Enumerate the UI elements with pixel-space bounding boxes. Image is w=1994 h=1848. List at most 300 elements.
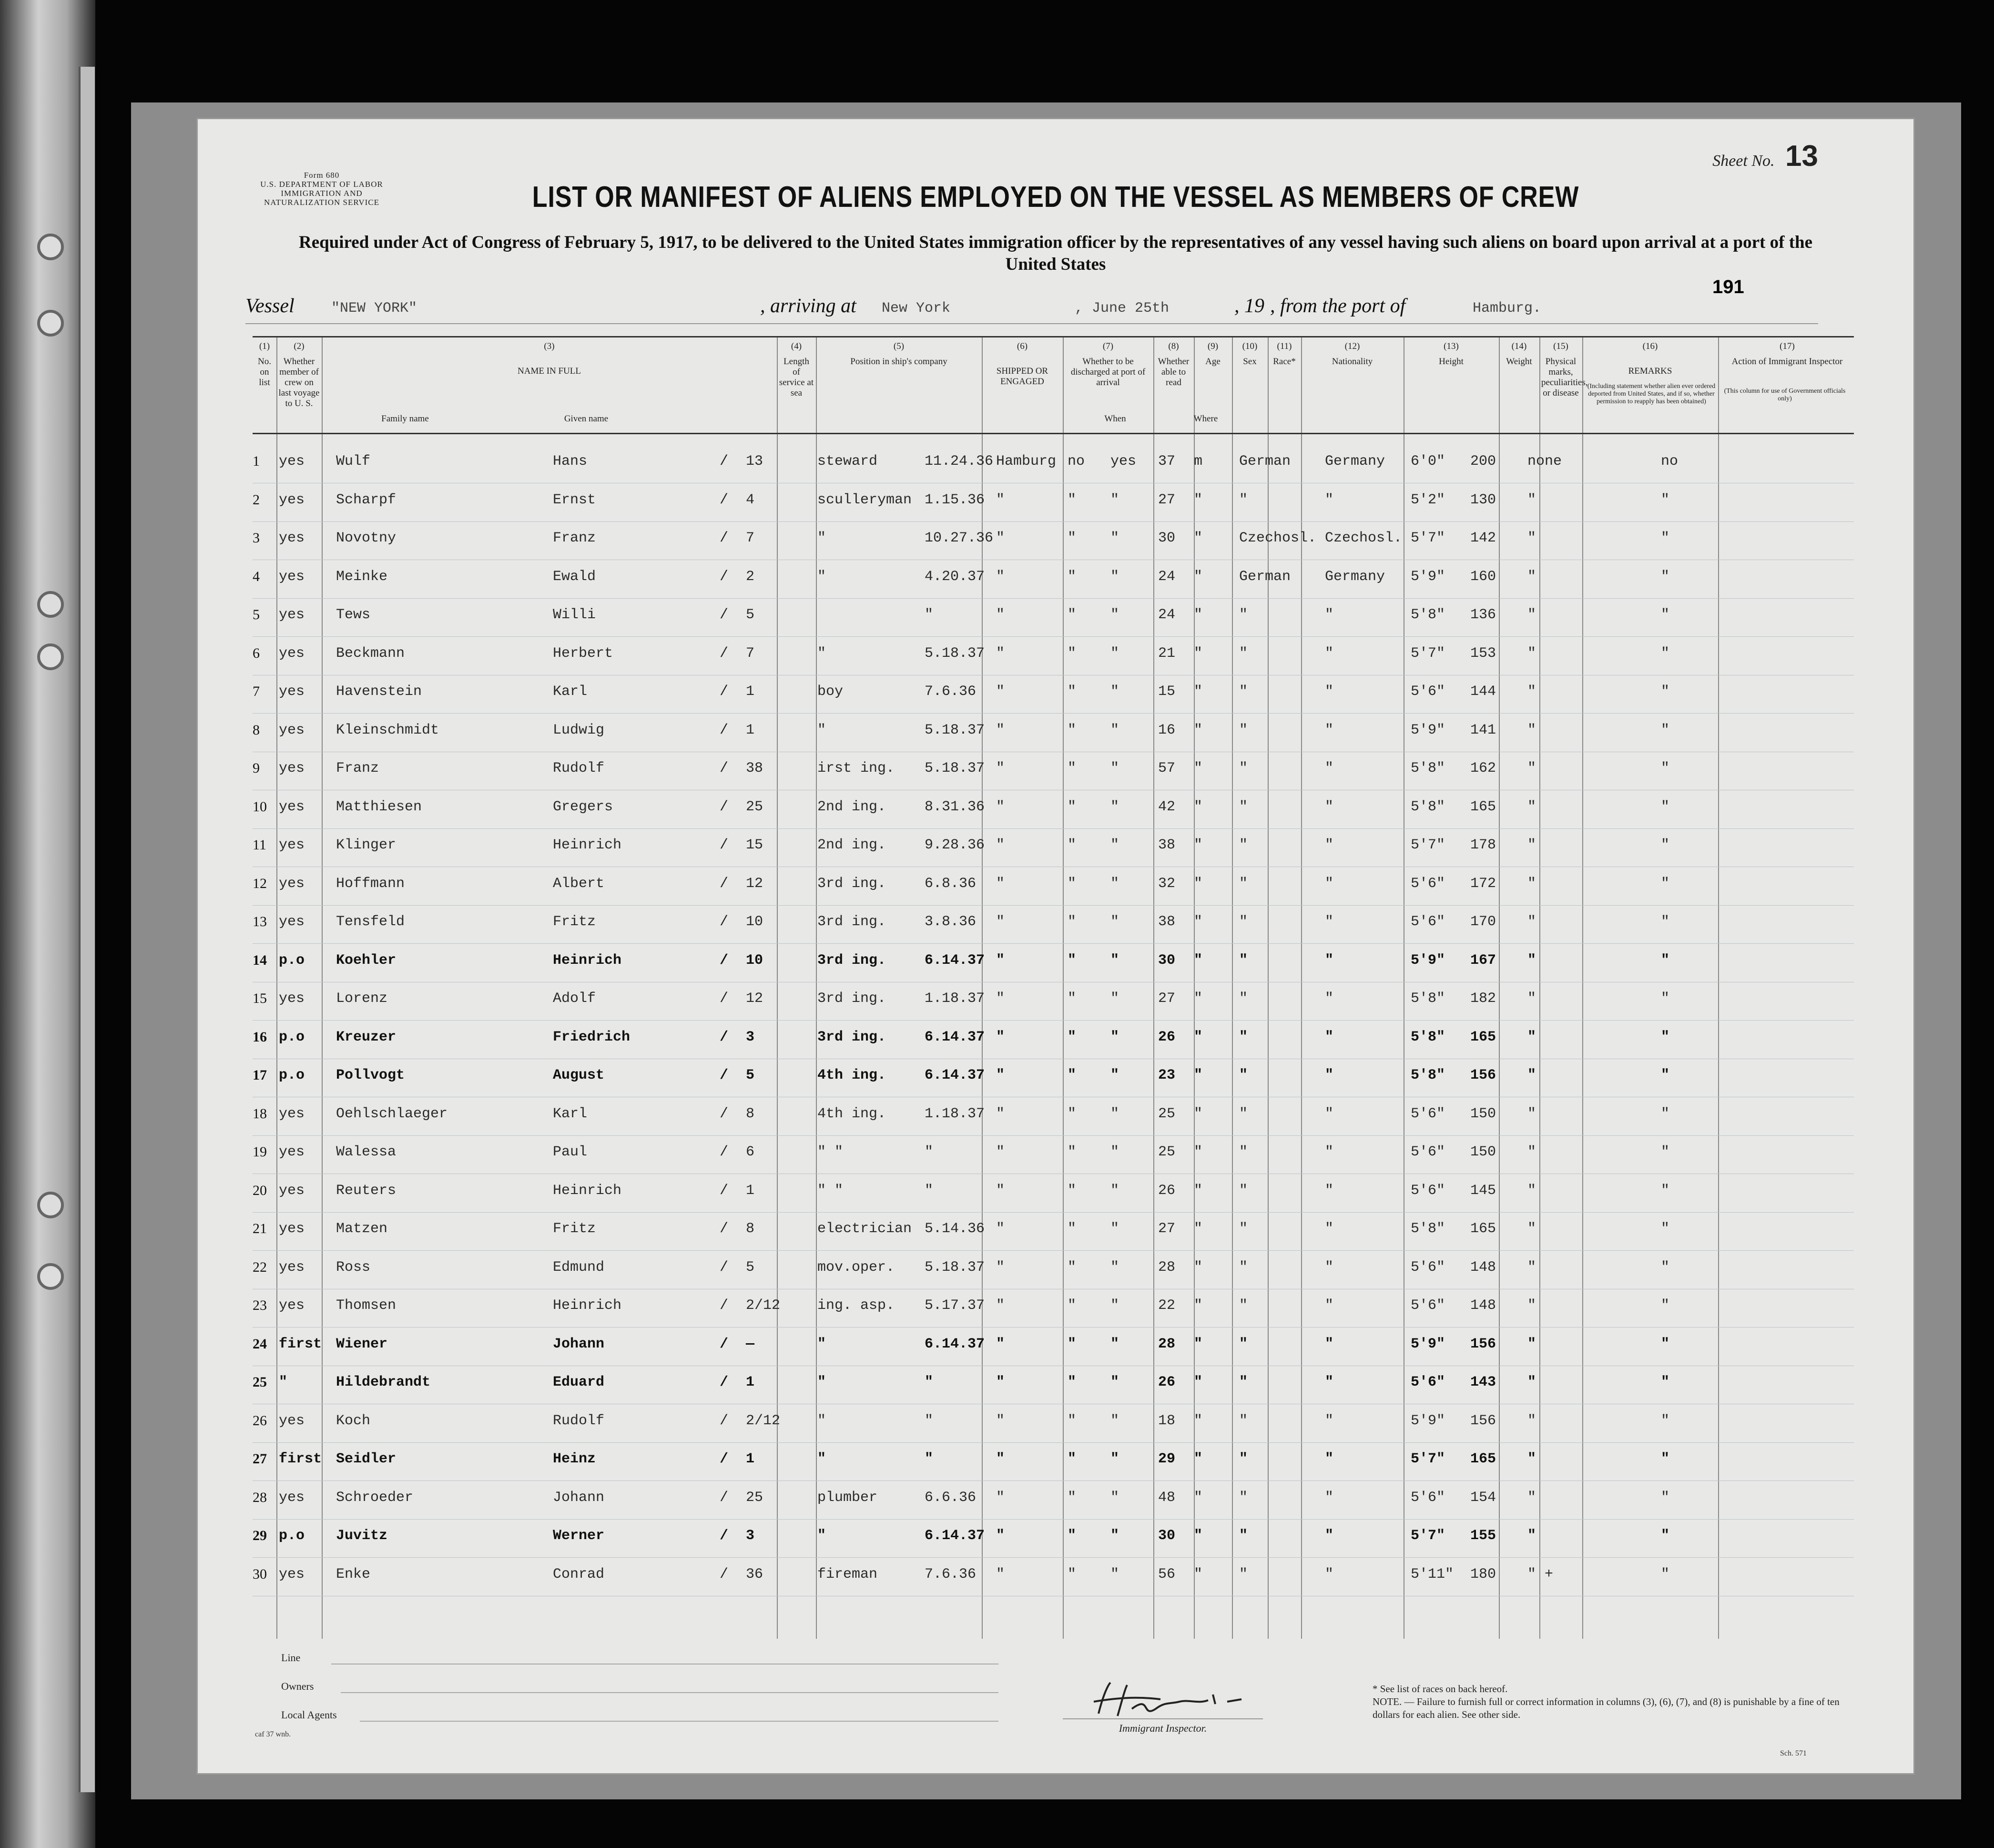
discharged: " bbox=[1068, 952, 1077, 969]
column-header: Height bbox=[1439, 357, 1464, 367]
shipped-where: Hamburg bbox=[996, 453, 1057, 470]
discharged: no bbox=[1068, 453, 1085, 470]
remarks: " bbox=[1661, 798, 1670, 815]
check-mark: / bbox=[720, 760, 729, 776]
service-length: 1 bbox=[746, 1374, 755, 1390]
height: 5'2" bbox=[1411, 491, 1445, 508]
shipped-where: " bbox=[996, 798, 1005, 815]
service-length: 1 bbox=[746, 1182, 755, 1199]
row-number: 9 bbox=[253, 760, 260, 776]
physical-marks: " bbox=[1527, 798, 1536, 815]
weight: 165 bbox=[1470, 1451, 1496, 1467]
check-mark: / bbox=[720, 1451, 729, 1467]
column-number: (14) bbox=[1511, 341, 1527, 351]
age: 27 bbox=[1158, 990, 1176, 1007]
family-name: Havenstein bbox=[336, 684, 422, 700]
given-name: Heinz bbox=[553, 1451, 596, 1467]
service-length: 4 bbox=[746, 491, 755, 508]
race: German bbox=[1239, 568, 1291, 585]
position: ing. asp. bbox=[817, 1297, 895, 1314]
check-mark: / bbox=[720, 1528, 729, 1544]
family-name: Juvitz bbox=[336, 1528, 388, 1544]
sex: " bbox=[1194, 1374, 1203, 1390]
family-name: Meinke bbox=[336, 568, 388, 585]
physical-marks: " bbox=[1527, 1528, 1536, 1544]
table-row bbox=[253, 867, 1854, 906]
service-length: 1 bbox=[746, 1451, 755, 1467]
year-label: , 19 bbox=[1234, 295, 1264, 317]
able-to-read: " bbox=[1110, 530, 1119, 546]
table-row bbox=[253, 1558, 1854, 1596]
able-to-read: " bbox=[1110, 990, 1119, 1007]
column-number: (7) bbox=[1102, 341, 1114, 351]
nationality: " bbox=[1325, 798, 1334, 815]
row-number: 5 bbox=[253, 607, 260, 623]
age: 26 bbox=[1158, 1374, 1176, 1390]
height: 5'9" bbox=[1411, 1336, 1445, 1352]
column-number: (2) bbox=[294, 341, 305, 351]
shipped-where: " bbox=[996, 1489, 1005, 1506]
discharged: " bbox=[1068, 1105, 1077, 1122]
shipped-where: " bbox=[996, 1412, 1005, 1429]
discharged: " bbox=[1068, 990, 1077, 1007]
family-name: Tensfeld bbox=[336, 914, 405, 930]
shipped-where: " bbox=[996, 1105, 1005, 1122]
nationality: " bbox=[1325, 1489, 1334, 1506]
given-name-header: Given name bbox=[564, 414, 609, 424]
race: German bbox=[1239, 453, 1291, 470]
given-name: Karl bbox=[553, 1105, 588, 1122]
service-length: 25 bbox=[746, 798, 763, 815]
last-voyage: yes bbox=[279, 798, 305, 815]
position: sculleryman bbox=[817, 491, 912, 508]
discharged: " bbox=[1068, 1566, 1077, 1583]
height: 5'6" bbox=[1411, 875, 1445, 892]
last-voyage: yes bbox=[279, 1297, 305, 1314]
given-name: Edmund bbox=[553, 1259, 605, 1276]
last-voyage: first bbox=[279, 1451, 322, 1467]
nationality: " bbox=[1325, 914, 1334, 930]
position: " " bbox=[817, 1144, 844, 1160]
height: 5'7" bbox=[1411, 530, 1445, 546]
sex: " bbox=[1194, 1144, 1203, 1160]
family-name: Thomsen bbox=[336, 1297, 397, 1314]
from-port: Hamburg. bbox=[1473, 300, 1542, 317]
age: 24 bbox=[1158, 568, 1176, 585]
races-note: * See list of races on back hereof. bbox=[1373, 1683, 1508, 1695]
shipped-when: 1.15.36 bbox=[925, 491, 985, 508]
column-number: (6) bbox=[1017, 341, 1028, 351]
table-row bbox=[253, 828, 1854, 867]
crew-table bbox=[253, 336, 1854, 1639]
check-mark: / bbox=[720, 722, 729, 738]
row-number: 7 bbox=[253, 684, 260, 699]
height: 5'6" bbox=[1411, 1489, 1445, 1506]
last-voyage: yes bbox=[279, 1144, 305, 1160]
discharged: " bbox=[1068, 760, 1077, 776]
weight: 156 bbox=[1470, 1412, 1496, 1429]
penalty-note: NOTE. — Failure to furnish full or correct information in columns (3), (6), (7), and (8) is punishable by a fine of ten dollars for each alien. See other side. bbox=[1373, 1696, 1840, 1720]
physical-marks: " bbox=[1527, 491, 1536, 508]
discharged: " bbox=[1068, 1144, 1077, 1160]
service-length: 3 bbox=[746, 1029, 755, 1045]
remarks: no bbox=[1661, 453, 1679, 470]
shipped-where: " bbox=[996, 1336, 1005, 1352]
check-mark: / bbox=[720, 530, 729, 546]
service-length: 2/12 bbox=[746, 1297, 781, 1314]
nationality: " bbox=[1325, 1412, 1334, 1429]
binder-hole bbox=[37, 591, 64, 618]
weight: 153 bbox=[1470, 645, 1496, 662]
height: 5'6" bbox=[1411, 684, 1445, 700]
race: " bbox=[1239, 1221, 1248, 1237]
discharged: " bbox=[1068, 684, 1077, 700]
family-name: Ross bbox=[336, 1259, 371, 1276]
vessel-name: "NEW YORK" bbox=[331, 300, 417, 317]
family-name: Novotny bbox=[336, 530, 397, 546]
height: 5'9" bbox=[1411, 952, 1445, 969]
header-divider bbox=[253, 433, 1854, 434]
family-name: Klinger bbox=[336, 837, 397, 853]
remarks: " bbox=[1661, 530, 1670, 546]
shipped-when: 1.18.37 bbox=[925, 1105, 985, 1122]
column-header: NAME IN FULL bbox=[518, 366, 581, 376]
height: 5'8" bbox=[1411, 1029, 1445, 1045]
row-number: 8 bbox=[253, 722, 260, 738]
family-name: Scharpf bbox=[336, 491, 397, 508]
table-row bbox=[253, 637, 1854, 675]
nationality: " bbox=[1325, 645, 1334, 662]
column-header: Action of Immigrant Inspector bbox=[1731, 357, 1843, 367]
nationality: " bbox=[1325, 1566, 1334, 1583]
sex: " bbox=[1194, 837, 1203, 853]
column-number: (5) bbox=[893, 341, 905, 351]
service-length: 3 bbox=[746, 1528, 755, 1544]
nationality: " bbox=[1325, 1336, 1334, 1352]
table-row bbox=[253, 1251, 1854, 1289]
physical-marks: " bbox=[1527, 837, 1536, 853]
family-name-header: Family name bbox=[381, 414, 429, 424]
given-name: Franz bbox=[553, 530, 596, 546]
position: 4th ing. bbox=[817, 1067, 886, 1083]
given-name: Werner bbox=[553, 1528, 605, 1544]
discharged: " bbox=[1068, 1489, 1077, 1506]
row-number: 20 bbox=[253, 1182, 267, 1198]
race: " bbox=[1239, 990, 1248, 1007]
shipped-when: 6.14.37 bbox=[925, 952, 985, 969]
able-to-read: " bbox=[1110, 607, 1119, 623]
sex: " bbox=[1194, 760, 1203, 776]
given-name: Paul bbox=[553, 1144, 588, 1160]
able-to-read: " bbox=[1110, 1374, 1119, 1390]
discharged: " bbox=[1068, 837, 1077, 853]
shipped-where: " bbox=[996, 568, 1005, 585]
weight: 170 bbox=[1470, 914, 1496, 930]
column-number: (16) bbox=[1642, 341, 1658, 351]
column-header: Nationality bbox=[1332, 357, 1373, 367]
race: " bbox=[1239, 760, 1248, 776]
service-length: 38 bbox=[746, 760, 763, 776]
service-length: 15 bbox=[746, 837, 763, 853]
check-mark: / bbox=[720, 607, 729, 623]
sex: " bbox=[1194, 722, 1203, 738]
able-to-read: " bbox=[1110, 1029, 1119, 1045]
weight: 155 bbox=[1470, 1528, 1496, 1544]
line-label: Line bbox=[281, 1652, 301, 1664]
agents-rule bbox=[360, 1721, 998, 1722]
table-row bbox=[253, 1442, 1854, 1481]
race: " bbox=[1239, 875, 1248, 892]
remarks: " bbox=[1661, 568, 1670, 585]
family-name: Enke bbox=[336, 1566, 371, 1583]
able-to-read: " bbox=[1110, 798, 1119, 815]
able-to-read: " bbox=[1110, 952, 1119, 969]
remarks: " bbox=[1661, 1182, 1670, 1199]
discharged: " bbox=[1068, 1528, 1077, 1544]
family-name: Beckmann bbox=[336, 645, 405, 662]
age: 30 bbox=[1158, 952, 1176, 969]
last-voyage: yes bbox=[279, 1412, 305, 1429]
physical-marks: " bbox=[1527, 1489, 1536, 1506]
family-name: Matzen bbox=[336, 1221, 388, 1237]
check-mark: / bbox=[720, 798, 729, 815]
binder-hole bbox=[37, 310, 64, 337]
age: 30 bbox=[1158, 530, 1176, 546]
shipped-where: " bbox=[996, 684, 1005, 700]
table-row bbox=[253, 982, 1854, 1021]
given-name: Gregers bbox=[553, 798, 613, 815]
position: " bbox=[817, 722, 826, 738]
shipped-where: " bbox=[996, 1182, 1005, 1199]
vessel-info bbox=[245, 295, 1818, 324]
table-row bbox=[253, 1059, 1854, 1097]
check-mark: / bbox=[720, 645, 729, 662]
physical-marks: " bbox=[1527, 914, 1536, 930]
height: 5'9" bbox=[1411, 722, 1445, 738]
sex: " bbox=[1194, 1336, 1203, 1352]
table-row bbox=[253, 1135, 1854, 1174]
service-length: 10 bbox=[746, 914, 763, 930]
last-voyage: p.o bbox=[279, 1029, 305, 1045]
discharged: " bbox=[1068, 1336, 1077, 1352]
nationality: Germany bbox=[1325, 568, 1385, 585]
check-mark: / bbox=[720, 1566, 729, 1583]
given-name: Ewald bbox=[553, 568, 596, 585]
page-subtitle: Required under Act of Congress of February 5, 1917, to be delivered to the United States immigration officer by the representatives of any vessel having such aliens on board upon arrival at a port of the United States bbox=[298, 233, 1813, 274]
sex: " bbox=[1194, 914, 1203, 930]
discharged: " bbox=[1068, 914, 1077, 930]
check-mark: / bbox=[720, 952, 729, 969]
from-port-label: , from the port of bbox=[1270, 295, 1406, 317]
check-mark: / bbox=[720, 1182, 729, 1199]
physical-marks: " bbox=[1527, 1412, 1536, 1429]
shipped-when: 6.14.37 bbox=[925, 1336, 985, 1352]
table-row bbox=[253, 1021, 1854, 1059]
position: mov.oper. bbox=[817, 1259, 895, 1276]
race: " bbox=[1239, 607, 1248, 623]
column-number: (11) bbox=[1277, 341, 1292, 351]
column-header: Weight bbox=[1506, 357, 1532, 367]
last-voyage: yes bbox=[279, 645, 305, 662]
height: 5'6" bbox=[1411, 1297, 1445, 1314]
nationality: " bbox=[1325, 1221, 1334, 1237]
remarks: " bbox=[1661, 1566, 1670, 1583]
last-voyage: yes bbox=[279, 491, 305, 508]
physical-marks: " + bbox=[1527, 1566, 1554, 1583]
row-number: 16 bbox=[253, 1029, 267, 1045]
department-name: U.S. DEPARTMENT OF LABOR bbox=[260, 180, 383, 189]
able-to-read: " bbox=[1110, 568, 1119, 585]
given-name: Conrad bbox=[553, 1566, 605, 1583]
race: Czechosl. bbox=[1239, 530, 1317, 546]
remarks: " bbox=[1661, 1221, 1670, 1237]
given-name: Heinrich bbox=[553, 837, 622, 853]
table-row bbox=[253, 790, 1854, 829]
race: " bbox=[1239, 1182, 1248, 1199]
shipped-when: 5.18.37 bbox=[925, 1259, 985, 1276]
shipped-when: 10.27.36 bbox=[925, 530, 994, 546]
sex: " bbox=[1194, 607, 1203, 623]
shipped-where: " bbox=[996, 491, 1005, 508]
physical-marks: " bbox=[1527, 684, 1536, 700]
owners-rule bbox=[341, 1692, 998, 1693]
row-number: 26 bbox=[253, 1412, 267, 1429]
given-name: Johann bbox=[553, 1489, 605, 1506]
weight: 150 bbox=[1470, 1144, 1496, 1160]
height: 5'8" bbox=[1411, 760, 1445, 776]
age: 29 bbox=[1158, 1451, 1176, 1467]
remarks: " bbox=[1661, 607, 1670, 623]
able-to-read: " bbox=[1110, 1221, 1119, 1237]
family-name: Hoffmann bbox=[336, 875, 405, 892]
form-number: Form 680 bbox=[304, 171, 340, 180]
weight: 200 bbox=[1470, 453, 1496, 470]
shipped-where: " bbox=[996, 914, 1005, 930]
position: 3rd ing. bbox=[817, 875, 886, 892]
nationality: " bbox=[1325, 1029, 1334, 1045]
weight: 156 bbox=[1470, 1067, 1496, 1083]
race: " bbox=[1239, 1336, 1248, 1352]
sheet-value: 13 bbox=[1785, 140, 1818, 173]
age: 38 bbox=[1158, 837, 1176, 853]
column-header: Whether to be discharged at port of arrival bbox=[1070, 357, 1146, 388]
shipped-when: 9.28.36 bbox=[925, 837, 985, 853]
weight: 160 bbox=[1470, 568, 1496, 585]
family-name: Wiener bbox=[336, 1336, 388, 1352]
weight: 172 bbox=[1470, 875, 1496, 892]
given-name: Adolf bbox=[553, 990, 596, 1007]
given-name: Fritz bbox=[553, 914, 596, 930]
discharged: " bbox=[1068, 875, 1077, 892]
sex: " bbox=[1194, 1489, 1203, 1506]
age: 56 bbox=[1158, 1566, 1176, 1583]
weight: 156 bbox=[1470, 1336, 1496, 1352]
last-voyage: yes bbox=[279, 1259, 305, 1276]
physical-marks: " bbox=[1527, 1029, 1536, 1045]
last-voyage: " bbox=[279, 1374, 288, 1390]
sex: " bbox=[1194, 1566, 1203, 1583]
weight: 136 bbox=[1470, 607, 1496, 623]
physical-marks: " bbox=[1527, 1182, 1536, 1199]
column-number: (15) bbox=[1553, 341, 1568, 351]
column-number: (9) bbox=[1207, 341, 1219, 351]
service-name: IMMIGRATION AND NATURALIZATION SERVICE bbox=[264, 189, 380, 207]
weight: 144 bbox=[1470, 684, 1496, 700]
given-name: Albert bbox=[553, 875, 605, 892]
check-mark: / bbox=[720, 1297, 729, 1314]
race: " bbox=[1239, 1489, 1248, 1506]
column-header: Age bbox=[1205, 357, 1221, 367]
sex: m bbox=[1194, 453, 1203, 470]
shipped-where: " bbox=[996, 760, 1005, 776]
check-mark: / bbox=[720, 1105, 729, 1122]
physical-marks: " bbox=[1527, 1067, 1536, 1083]
row-number: 18 bbox=[253, 1105, 267, 1122]
nationality: " bbox=[1325, 1374, 1334, 1390]
able-to-read: " bbox=[1110, 837, 1119, 853]
shipped-where: " bbox=[996, 952, 1005, 969]
check-mark: / bbox=[720, 1336, 729, 1352]
discharged: " bbox=[1068, 530, 1077, 546]
given-name: Willi bbox=[553, 607, 596, 623]
arrival-date: , June 25th bbox=[1075, 300, 1170, 317]
height: 5'7" bbox=[1411, 1528, 1445, 1544]
given-name: Heinrich bbox=[553, 1182, 622, 1199]
check-mark: / bbox=[720, 875, 729, 892]
local-agents-label: Local Agents bbox=[281, 1709, 337, 1721]
shipped-where: " bbox=[996, 530, 1005, 546]
table-row bbox=[253, 598, 1854, 637]
table-row bbox=[253, 1404, 1854, 1443]
weight: 130 bbox=[1470, 491, 1496, 508]
row-number: 11 bbox=[253, 837, 266, 853]
age: 25 bbox=[1158, 1144, 1176, 1160]
weight: 141 bbox=[1470, 722, 1496, 738]
position: " bbox=[817, 568, 826, 585]
shipped-when: 7.6.36 bbox=[925, 1566, 977, 1583]
height: 5'8" bbox=[1411, 1221, 1445, 1237]
service-length: 1 bbox=[746, 722, 755, 738]
sex: " bbox=[1194, 875, 1203, 892]
column-header: SHIPPED OR ENGAGED bbox=[996, 366, 1048, 387]
family-name: Schroeder bbox=[336, 1489, 414, 1506]
last-voyage: yes bbox=[279, 760, 305, 776]
service-length: 6 bbox=[746, 1144, 755, 1160]
family-name: Hildebrandt bbox=[336, 1374, 431, 1390]
discharged: " bbox=[1068, 1067, 1077, 1083]
remarks: " bbox=[1661, 914, 1670, 930]
row-number: 30 bbox=[253, 1566, 267, 1582]
weight: 165 bbox=[1470, 1221, 1496, 1237]
check-mark: / bbox=[720, 1374, 729, 1390]
inspector-signature bbox=[1084, 1675, 1265, 1723]
physical-marks: " bbox=[1527, 568, 1536, 585]
shipped-where: " bbox=[996, 1528, 1005, 1544]
column-number: (3) bbox=[544, 341, 555, 351]
family-name: Walessa bbox=[336, 1144, 397, 1160]
remarks: " bbox=[1661, 1259, 1670, 1276]
position: " bbox=[817, 1528, 826, 1544]
sex: " bbox=[1194, 1182, 1203, 1199]
service-length: 5 bbox=[746, 1067, 755, 1083]
nationality: " bbox=[1325, 607, 1334, 623]
column-header: No. on list bbox=[258, 357, 271, 388]
family-name: Oehlschlaeger bbox=[336, 1105, 448, 1122]
physical-marks: " bbox=[1527, 1374, 1536, 1390]
height: 5'9" bbox=[1411, 568, 1445, 585]
sheet-number bbox=[1712, 139, 1818, 173]
physical-marks: " bbox=[1527, 1336, 1536, 1352]
